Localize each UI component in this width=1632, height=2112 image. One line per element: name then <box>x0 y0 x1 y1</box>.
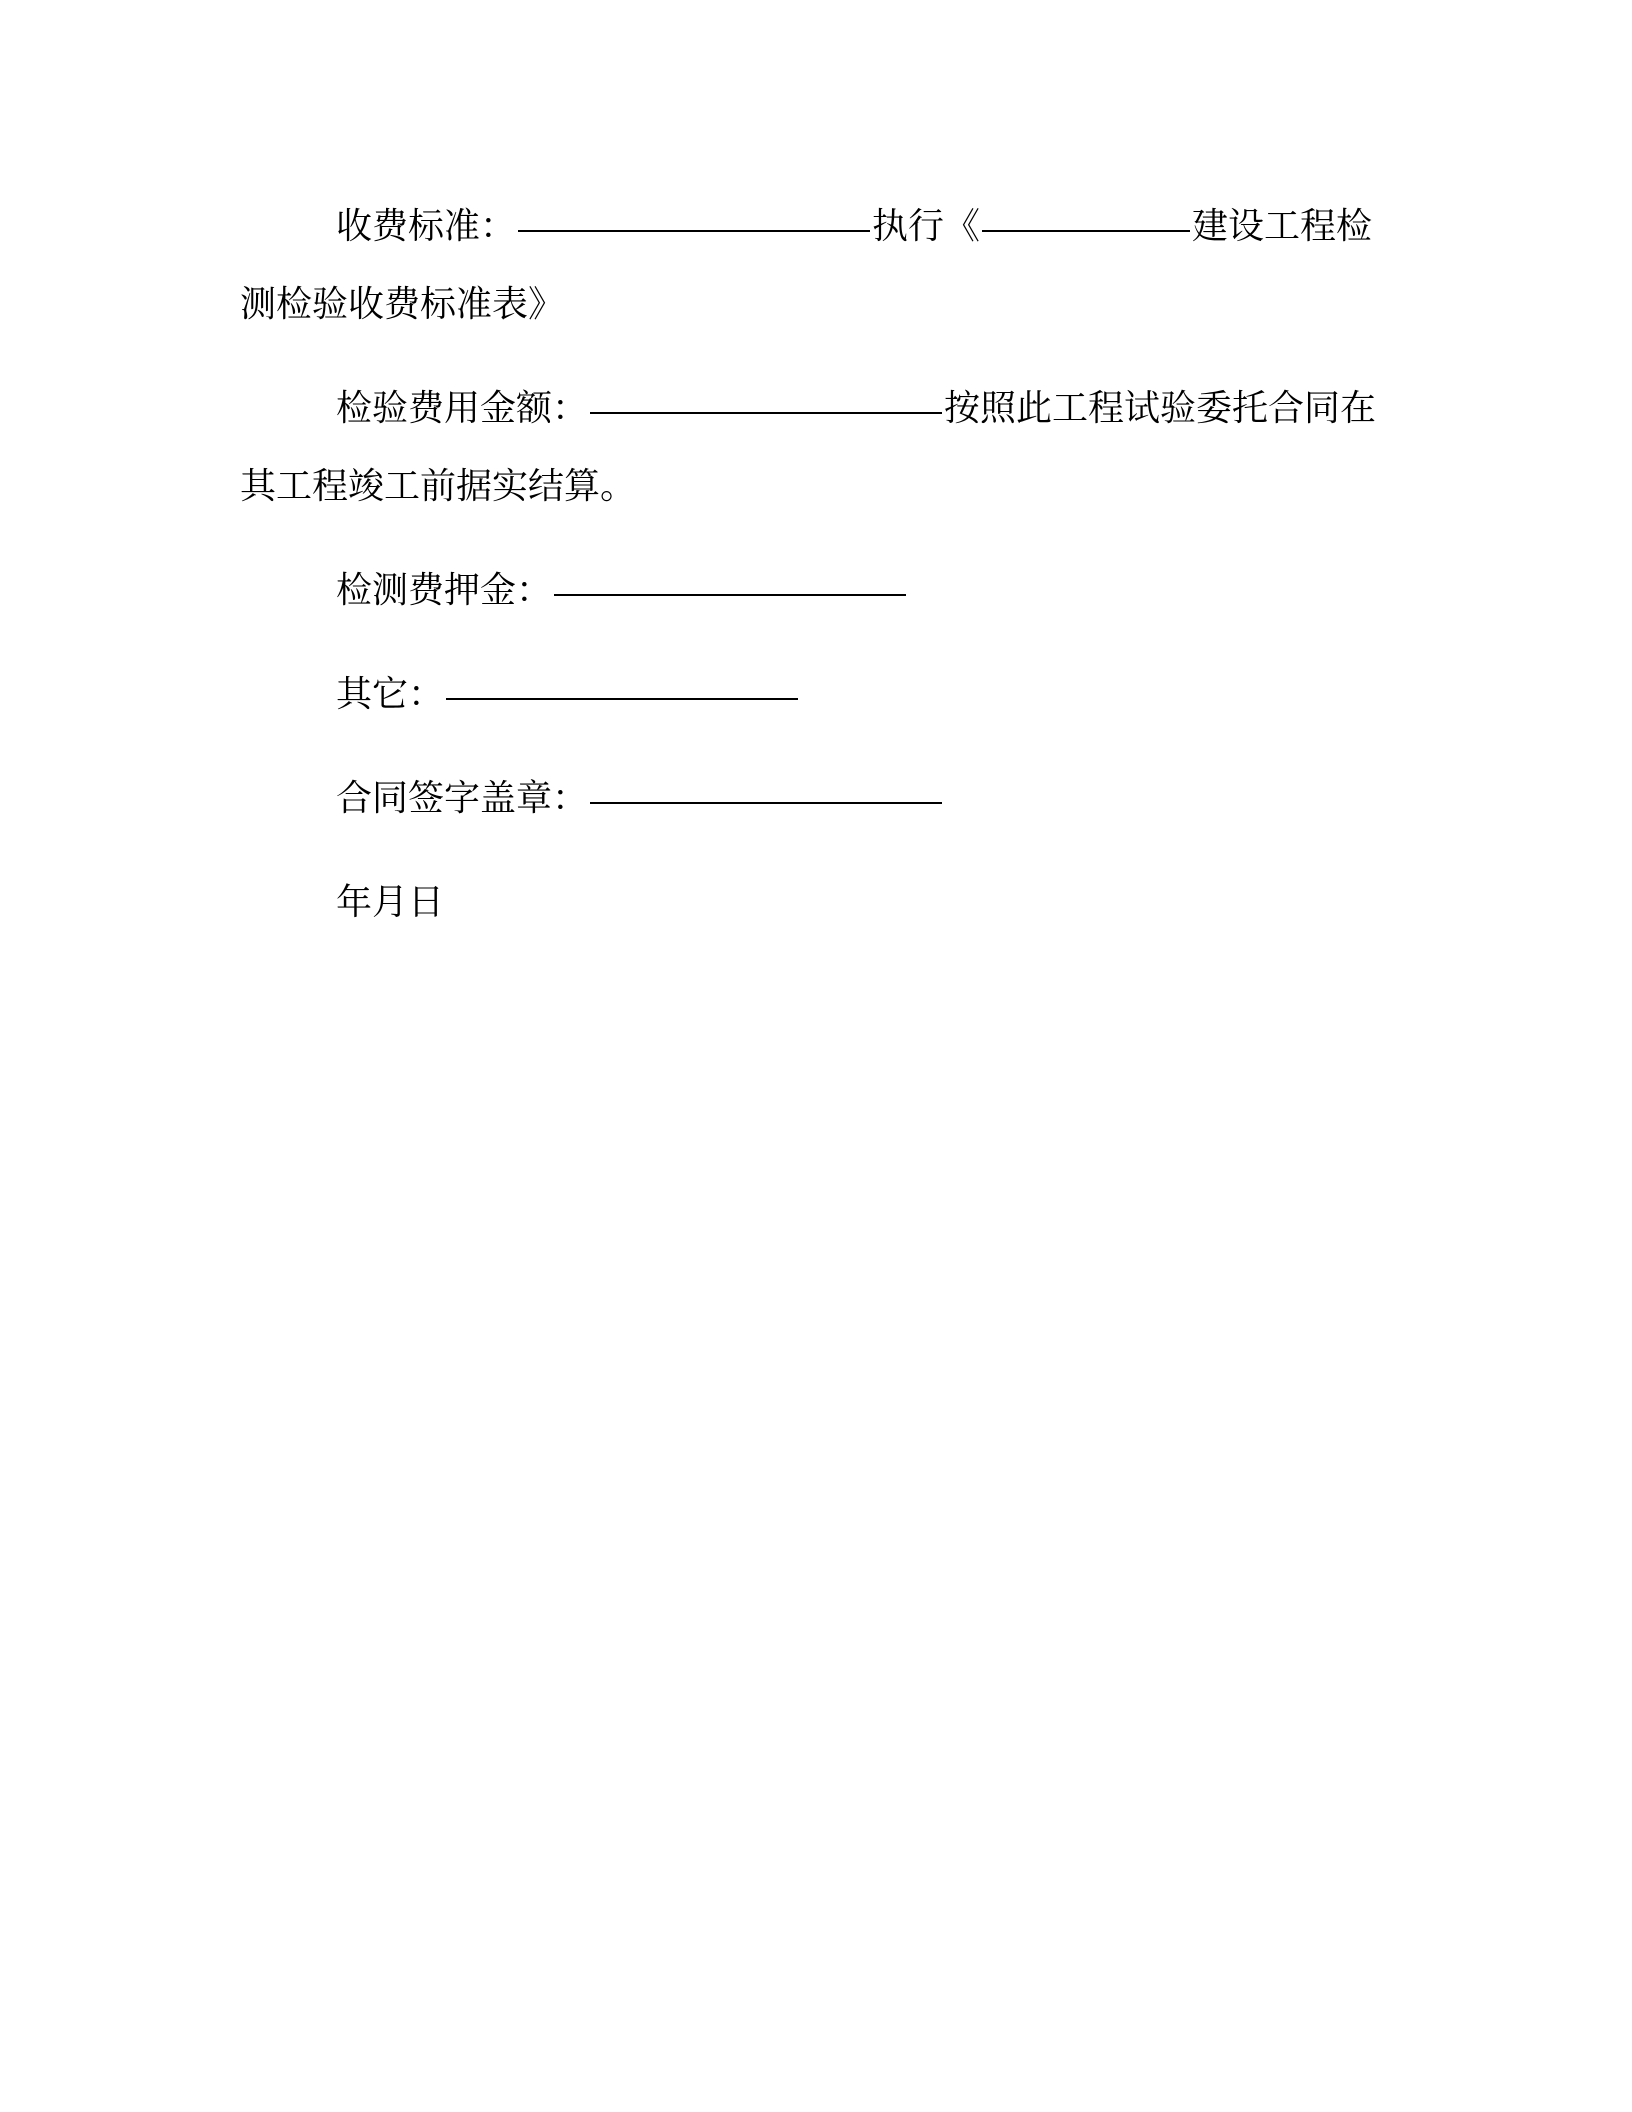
date-paragraph <box>240 864 1392 942</box>
fee-standard-middle: 执行《 <box>872 206 981 247</box>
inspection-amount-blank[interactable] <box>590 411 942 414</box>
inspection-amount-paragraph <box>240 370 1392 526</box>
fee-standard-region-blank[interactable] <box>982 229 1190 232</box>
fee-standard-label: 收费标准： <box>336 206 517 247</box>
signature-blank[interactable] <box>590 801 942 804</box>
date-label: 年月日 <box>336 882 445 923</box>
deposit-blank[interactable] <box>554 593 906 596</box>
other-label: 其它： <box>336 674 445 715</box>
fee-standard-tail: 建设工程检测检验收费标准表》 <box>240 206 1373 325</box>
document-body <box>240 188 1392 968</box>
other-blank[interactable] <box>446 697 798 700</box>
fee-standard-blank[interactable] <box>518 229 870 232</box>
signature-label: 合同签字盖章： <box>336 778 589 819</box>
deposit-label: 检测费押金： <box>336 570 553 611</box>
fee-standard-paragraph <box>240 188 1392 344</box>
inspection-amount-tail: 按照此工程试验委托合同在其工程竣工前据实结算。 <box>240 388 1377 507</box>
inspection-amount-label: 检验费用金额： <box>336 388 589 429</box>
deposit-paragraph <box>240 552 1392 630</box>
signature-paragraph <box>240 760 1392 838</box>
other-paragraph <box>240 656 1392 734</box>
